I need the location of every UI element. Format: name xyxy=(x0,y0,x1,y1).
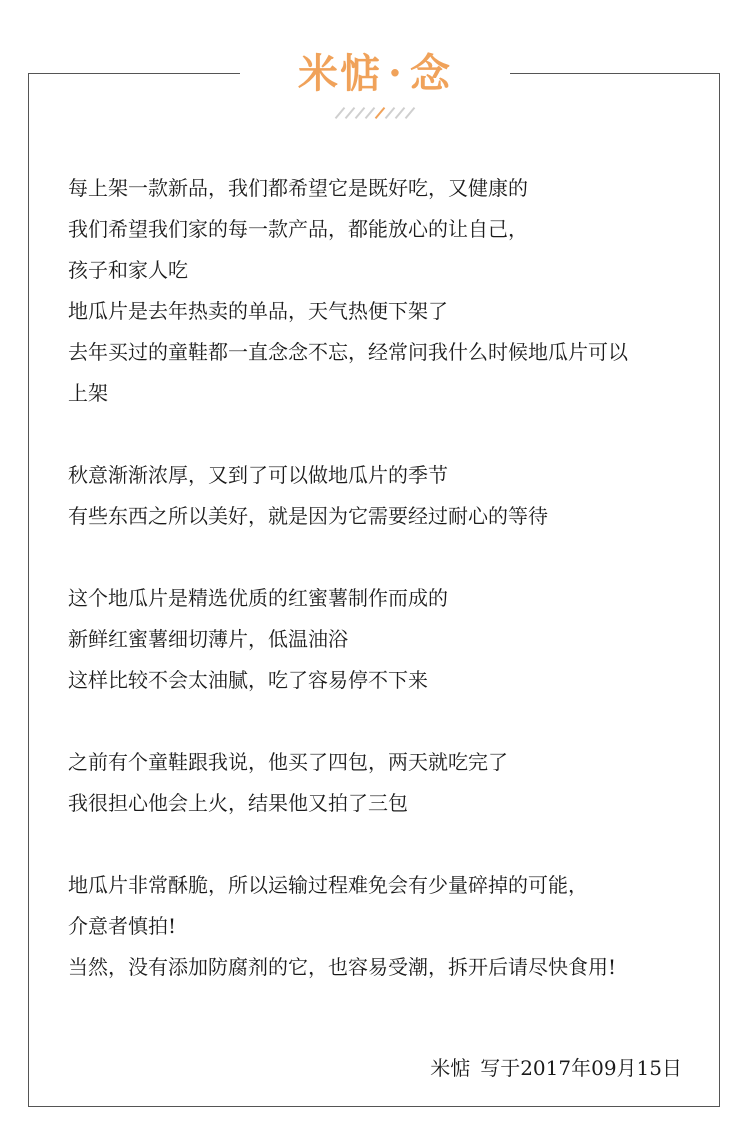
signature-date: 写于2017年09月15日 xyxy=(480,1056,682,1080)
text-line: 这样比较不会太油腻，吃了容易停不下来 xyxy=(68,668,428,692)
text-line: 上架 xyxy=(68,381,108,405)
text-line: 之前有个童鞋跟我说，他买了四包，两天就吃完了 xyxy=(68,750,508,774)
text-line: 介意者慎拍! xyxy=(68,914,177,938)
paragraph-2 xyxy=(68,455,708,537)
text-line: 当然，没有添加防腐剂的它，也容易受潮，拆开后请尽快食用! xyxy=(68,955,617,979)
text-line: 去年买过的童鞋都一直念念不忘，经常问我什么时候地瓜片可以 xyxy=(68,340,628,364)
text-line: 每上架一款新品，我们都希望它是既好吃，又健康的 xyxy=(68,176,528,200)
text-line: 地瓜片非常酥脆，所以运输过程难免会有少量碎掉的可能， xyxy=(68,873,588,897)
text-line: 我很担心他会上火，结果他又拍了三包 xyxy=(68,791,408,815)
paragraph-1 xyxy=(68,168,708,414)
signature xyxy=(430,1052,682,1084)
text-line: 我们希望我们家的每一款产品，都能放心的让自己， xyxy=(68,217,528,241)
text-line: 秋意渐渐浓厚，又到了可以做地瓜片的季节 xyxy=(68,463,448,487)
title-brand: 米惦 xyxy=(298,50,383,97)
signature-name: 米惦 xyxy=(430,1056,471,1080)
title-separator: · xyxy=(388,50,404,97)
text-line: 有些东西之所以美好，就是因为它需要经过耐心的等待 xyxy=(68,504,548,528)
text-line: 这个地瓜片是精选优质的红蜜薯制作而成的 xyxy=(68,586,448,610)
paragraph-5 xyxy=(68,865,708,988)
title-word: 念 xyxy=(409,50,452,97)
decorative-slashes xyxy=(240,106,510,120)
page-header xyxy=(240,46,510,126)
page-title xyxy=(240,46,510,102)
slash-mark xyxy=(405,107,416,119)
text-line: 新鲜红蜜薯细切薄片，低温油浴 xyxy=(68,627,348,651)
text-line: 地瓜片是去年热卖的单品，天气热便下架了 xyxy=(68,299,448,323)
letter-body xyxy=(68,168,708,988)
paragraph-3 xyxy=(68,578,708,701)
paragraph-4 xyxy=(68,742,708,824)
text-line: 孩子和家人吃 xyxy=(68,258,188,282)
